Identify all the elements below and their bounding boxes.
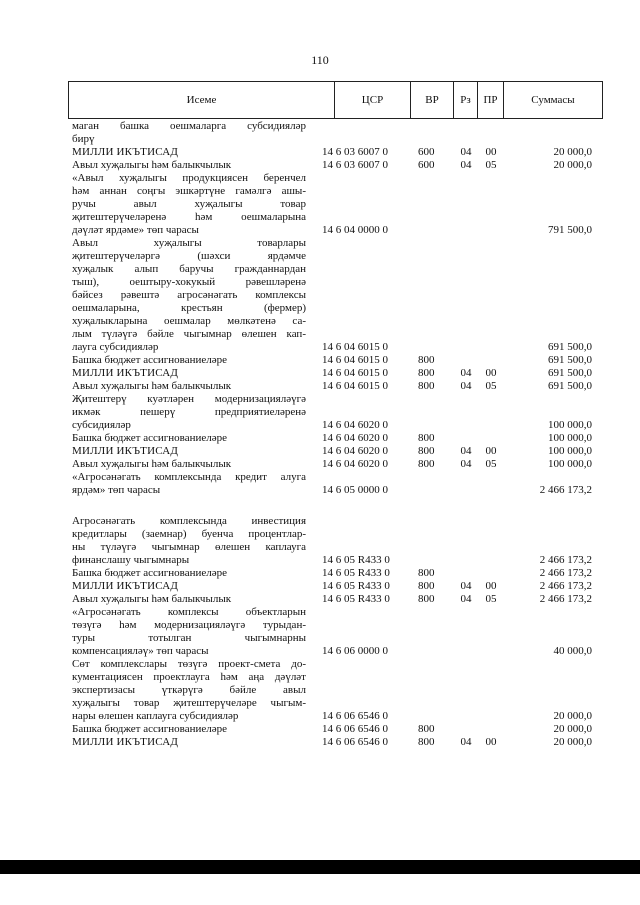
row-name [72,367,306,380]
row-sum: 20 000,0 [553,159,592,171]
row-name-line: Башка бюджет ассигнованиеләре [72,432,227,444]
row-name [72,159,306,172]
row-vr: 800 [418,723,435,735]
row-csr: 14 6 04 6020 0 [322,445,388,457]
row-sum: 20 000,0 [553,710,592,722]
row-vr: 800 [418,432,435,444]
page-number: 110 [311,53,329,67]
row-name-line: Агросәнәгать комплексында инвестиция [72,515,306,527]
column-header-name: Исеме [186,94,217,106]
row-name [72,120,306,146]
row-name-line: кументациясен проектлауга һәм аңа дәүләт [72,671,306,683]
row-csr: 14 6 06 6546 0 [322,736,388,748]
row-csr: 14 6 05 R433 0 [322,580,390,592]
row-name [72,736,306,749]
row-name-line: МИЛЛИ ИКЪТИСАД [72,736,179,748]
column-header-pr: ПР [483,94,498,106]
row-vr: 800 [418,367,435,379]
row-csr: 14 6 06 6546 0 [322,723,388,735]
row-name-line: «Агросәнәгать комплексында кредит алуга [72,471,306,483]
page-bottom-border [0,860,640,874]
table-row [0,658,640,723]
row-sum: 2 466 173,2 [539,554,592,566]
table-row [0,445,640,458]
row-name-line: финанслашу чыгымнары [72,554,190,566]
row-name [72,593,306,606]
row-sum: 791 500,0 [548,224,592,236]
row-name-line: Авыл хуҗалыгы һәм балыкчылык [72,593,232,605]
row-name [72,172,306,237]
row-name-line: Сөт комплекслары төзүгә проект-смета до- [72,658,306,670]
row-name [72,458,306,471]
row-name [72,515,306,567]
row-vr: 800 [418,445,435,457]
row-csr: 14 6 03 6007 0 [322,146,388,158]
row-name-line: МИЛЛИ ИКЪТИСАД [72,146,179,158]
row-name [72,606,306,658]
table-row [0,580,640,593]
row-name [72,567,306,580]
table-body [0,120,640,749]
row-name [72,354,306,367]
row-name [72,723,306,736]
row-pr: 05 [485,593,497,605]
row-name-line: МИЛЛИ ИКЪТИСАД [72,445,179,457]
row-rz: 04 [460,458,472,470]
row-name-line: ручы авыл хуҗалыгы товар [72,198,306,210]
row-csr: 14 6 05 R433 0 [322,554,390,566]
row-csr: 14 6 04 6020 0 [322,419,388,431]
row-name-line: МИЛЛИ ИКЪТИСАД [72,367,179,379]
row-vr: 800 [418,354,435,366]
row-sum: 100 000,0 [548,445,592,457]
row-rz: 04 [460,146,472,158]
row-pr: 05 [485,458,497,470]
table-row [0,146,640,159]
row-name-line: Башка бюджет ассигнованиеләре [72,354,227,366]
row-name [72,146,306,159]
table-row [0,354,640,367]
row-name-line: бирү [72,133,95,145]
row-csr: 14 6 04 6015 0 [322,341,388,353]
row-name [72,471,306,497]
row-name-line: хуҗалыкларына оешмалар мөлкәтенә са- [72,315,306,327]
row-sum: 100 000,0 [548,458,592,470]
table-row [0,606,640,658]
row-csr: 14 6 04 0000 0 [322,224,388,236]
table-row [0,367,640,380]
row-name-line: ярдәм» төп чарасы [72,484,161,496]
row-name-line: маган башка оешмаларга субсидияләр [72,120,306,132]
row-pr: 00 [485,580,497,592]
row-name-line: хуҗалык алып баручы гражданнардан [72,263,306,275]
row-pr: 00 [485,736,497,748]
row-sum: 100 000,0 [548,432,592,444]
row-csr: 14 6 05 R433 0 [322,593,390,605]
row-sum: 20 000,0 [553,736,592,748]
row-csr: 14 6 06 0000 0 [322,645,388,657]
row-sum: 40 000,0 [553,645,592,657]
row-csr: 14 6 04 6015 0 [322,380,388,392]
row-sum: 2 466 173,2 [539,567,592,579]
row-sum: 100 000,0 [548,419,592,431]
table-row [0,458,640,471]
row-sum: 20 000,0 [553,723,592,735]
row-csr: 14 6 03 6007 0 [322,159,388,171]
row-name [72,393,306,432]
row-name-line: МИЛЛИ ИКЪТИСАД [72,580,179,592]
row-pr: 05 [485,159,497,171]
table-row [0,172,640,237]
row-sum: 691 500,0 [548,341,592,353]
row-name-line: Башка бюджет ассигнованиеләре [72,723,227,735]
row-sum: 2 466 173,2 [539,593,592,605]
row-name-line: лауга субсидияләр [72,341,159,353]
row-rz: 04 [460,593,472,605]
row-name [72,237,306,354]
column-header-csr: ЦСР [361,94,384,106]
row-name-line: компенсацияләү» төп чарасы [72,645,209,657]
row-name-line: бәйсез рәвештә агросәнәгать комплексы [72,289,306,301]
row-rz: 04 [460,445,472,457]
row-name-line: «Авыл хуҗалыгы продукциясен беренчел [72,172,306,184]
row-csr: 14 6 05 R433 0 [322,567,390,579]
row-rz: 04 [460,736,472,748]
table-row [0,380,640,393]
row-name [72,432,306,445]
column-header-rz: Рз [460,94,471,106]
column-header-sum: Суммасы [531,94,575,106]
row-name-line: җитештерүчеләренә һәм оешмаларына [72,211,306,223]
row-rz: 04 [460,159,472,171]
row-name-line: Җитештерү куәтләрен модернизацияләүгә [72,393,306,405]
row-name-line: дәүләт ярдәме» төп чарасы [72,224,199,236]
table-row [0,237,640,354]
row-csr: 14 6 04 6015 0 [322,367,388,379]
row-name [72,580,306,593]
row-vr: 800 [418,380,435,392]
row-sum: 691 500,0 [548,367,592,379]
table-row [0,120,640,146]
row-vr: 800 [418,593,435,605]
table-row [0,723,640,736]
row-csr: 14 6 04 6020 0 [322,432,388,444]
row-name-line: туры тотылган чыгымнарны [72,632,306,644]
row-name [72,380,306,393]
table-row [0,736,640,749]
row-name-line: ны түләүгә чыгымнар өлешен каплауга [72,541,306,553]
row-name-line: җитештерүчеләргә (шәхси ярдәмче [72,250,306,262]
row-rz: 04 [460,380,472,392]
row-pr: 05 [485,380,497,392]
row-sum: 2 466 173,2 [539,484,592,496]
row-name-line: нары өлешен каплауга субсидияләр [72,710,239,722]
table-row [0,432,640,445]
row-csr: 14 6 04 6020 0 [322,458,388,470]
row-name-line: кредитлары (заемнар) буенча процентлар- [72,528,306,540]
row-name-line: оешмаларына, крестьян (фермер) [72,302,306,314]
row-name-line: тыш), оештыру-хокукый рәвешләренә [72,276,306,288]
row-name-line: лым түләүгә бәйле чыгымнар өлешен кап- [72,328,306,340]
table-row [0,159,640,172]
table-header [68,81,603,119]
row-csr: 14 6 04 6015 0 [322,354,388,366]
row-name-line: Башка бюджет ассигнованиеләре [72,567,227,579]
row-name-line: һәм аннан соңгы эшкәртүне гамәлгә ашы- [72,185,306,197]
row-rz: 04 [460,367,472,379]
row-vr: 800 [418,736,435,748]
table-row [0,593,640,606]
row-sum: 691 500,0 [548,354,592,366]
row-name-line: Авыл хуҗалыгы товарлары [72,237,306,249]
row-pr: 00 [485,367,497,379]
row-vr: 800 [418,458,435,470]
table-row [0,393,640,432]
row-csr: 14 6 05 0000 0 [322,484,388,496]
row-sum: 20 000,0 [553,146,592,158]
row-name-line: хуҗалыгы товар җитештерүчеләре чыгым- [72,697,306,709]
row-sum: 691 500,0 [548,380,592,392]
row-name [72,445,306,458]
row-vr: 800 [418,580,435,592]
row-name-line: төзүгә һәм модернизацияләүгә турыдан- [72,619,306,631]
row-vr: 600 [418,159,435,171]
row-pr: 00 [485,445,497,457]
row-name-line: икмәк пешерү предприятиеләренә [72,406,306,418]
row-name [72,658,306,723]
row-name-line: «Агросәнәгать комплексы объектларын [72,606,306,618]
row-csr: 14 6 06 6546 0 [322,710,388,722]
row-sum: 2 466 173,2 [539,580,592,592]
row-name-line: субсидияләр [72,419,131,431]
row-vr: 600 [418,146,435,158]
row-name-line: Авыл хуҗалыгы һәм балыкчылык [72,159,232,171]
row-name-line: экспертизасы үткәрүгә бәйле авыл [72,684,306,696]
row-pr: 00 [485,146,497,158]
row-name-line: Авыл хуҗалыгы һәм балыкчылык [72,458,232,470]
row-vr: 800 [418,567,435,579]
table-row [0,567,640,580]
table-row [0,515,640,567]
column-header-vr: ВР [425,94,439,106]
table-row [0,471,640,497]
row-name-line: Авыл хуҗалыгы һәм балыкчылык [72,380,232,392]
row-rz: 04 [460,580,472,592]
